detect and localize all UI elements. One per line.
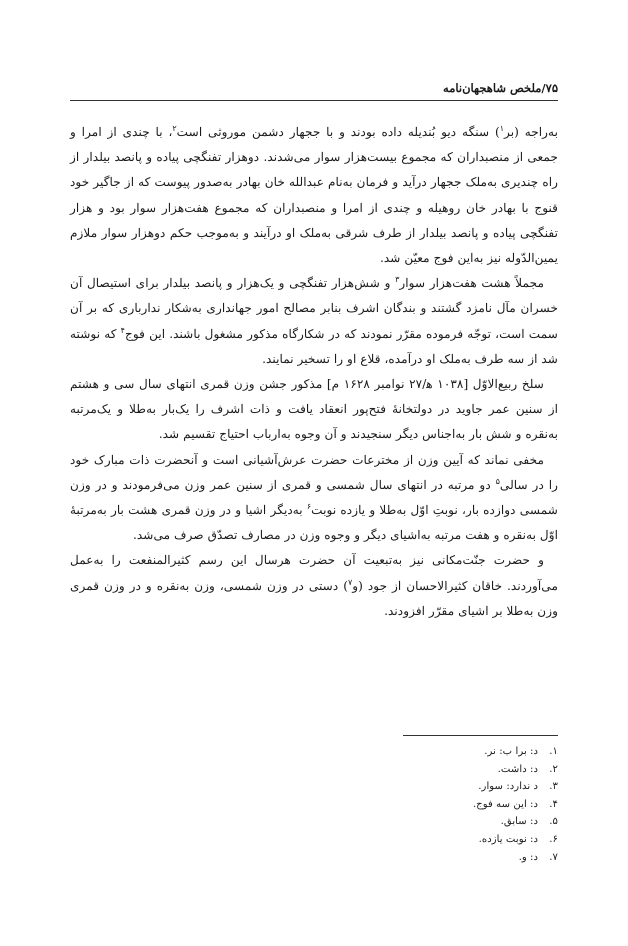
footnote-ref[interactable]: ۲ [172,123,177,133]
paragraph-text: و شش‌هزار تفنگچی و یک‌هزار و پانصد بیلدار برای استیصال آن خسران مآل نامزد گشتند و بندگان اشرف بنابر مصالح امور جهانداری به‌شکار ندارباری که بر آن سمت است، توجّه فرموده مقرّر نمودند که در شکارگاه مذکور مشغول باشند. این فوج [70,276,559,341]
paragraph-4 [70,448,558,549]
paragraph-2 [70,271,558,372]
footnote-item [358,761,558,779]
paragraph-text: و حضرت جنّت‌مکانی نیز به‌تبعیت آن حضرت هرسال این رسم کثیرالمنفعت را به‌عمل می‌آوردند. خاقان کثیرالاحسان از جود (و [70,553,558,593]
footnote-item [358,849,558,867]
paragraph-text: ) دستی در وزن شمسی، وزن به‌نقره و در وزن قمری وزن به‌طلا بر اشیای مقرّر افزودند. [70,578,558,618]
page-header-title: ۷۵/ملخص شاهجهان‌نامه [443,81,558,95]
footnote-number: ۴. [549,798,558,810]
paragraph-text: دو مرتبه در انتهای سال شمسی و قمری از سنین عمر وزن می‌فرمودند و در وزن شمسی دوازده بار، نوبتِ اوّل به‌طلا و یازده نوبت [70,477,558,518]
paragraph-text: مجملاً هشت هفت‌هزار سوار [399,276,544,291]
footnote-separator [403,735,558,736]
footnote-ref[interactable]: ۷ [348,577,353,587]
footnote-item [358,778,558,796]
footnote-number: ۱. [549,746,558,757]
header-rule [70,100,558,101]
paragraph-3 [70,372,558,448]
paragraph-text: مخفی نماند که آیین وزن از مخترعات حضرت عرش‌آشیانی است و آنحضرت ذات مبارک خود را در سالی [70,452,558,492]
footnote-item [358,831,558,849]
paragraph-text: سلخ ربیع‌الاوّل [۱۰۳۸ ه‍/۲۷ نوامبر ۱۶۲۸ م] مذکور جشن وزن قمری انتهای سال سی و هشتم از سنین عمر جاوید در دولتخانهٔ فتح‌پور انعقاد یافت و ذات اشرف را یک‌بار به‌طلا و یک‌مرتبه به‌نقره و شش بار به‌اجناس دیگر سنجیدند و آن وجوه به‌ارباب احتیاج تقسیم شد. [70,377,558,442]
footnote-text: د: برا ب: نر. [484,746,538,757]
paragraph-text: به‌راجه (بر [504,125,558,139]
paragraph-text: که نوشته شد از سه طرف به‌ملک او درآمده، قلاع او را تسخیر نمایند. [70,326,558,366]
paragraph-text: به‌دیگر اشیا و در وزن قمری هشت بار به‌مرتبهٔ اوّل به‌نقره و هفت مرتبه به‌اشیای دیگر و وجوه وزن در مصارف تصدّق صرف می‌شد. [70,503,558,543]
footnote-number: ۳. [549,781,558,793]
footnote-item [358,813,558,831]
footnote-text: د: نوبت یازده. [478,833,538,845]
running-header [70,80,558,96]
footnote-text: د ندارد: سوار. [478,781,538,793]
footnote-ref[interactable]: ۱ [499,123,505,133]
footnote-ref[interactable]: ۴ [120,325,125,335]
footnote-text: د: سابق. [500,816,538,828]
footnote-text: د: و. [518,851,538,863]
footnote-number: ۶. [549,833,558,845]
paragraph-5 [70,548,558,624]
footnote-number: ۵. [549,816,558,828]
footnote-item [358,796,558,814]
footnote-text: د: این سه فوج. [472,798,538,810]
footnote-ref[interactable]: ۶ [306,501,312,511]
footnote-number: ۲. [549,763,558,775]
footnote-ref[interactable]: ۳ [395,275,400,285]
footnote-item [358,743,558,761]
paragraph-text: ، با چندی از امرا و جمعی از منصبداران که مجموع بیست‌هزار سوار می‌شدند. دوهزار تفنگچی پیاده و پانصد بیلدار از راه چندیری به‌ملک ججهار درآید و فرمان به‌نام عبدالله خان بهادر به‌صدور پیوست که از جاگیر خود قنوج با بهادر خان روهیله و چندی از امرا و منصبداران که مجموع هفت‌هزار سوار بود و هزار تفنگچی پیاده و پانصد بیلدار از طرف شرقی به‌ملک او درآیند و به‌موجب حکم دوهزار سوار ملازم یمین‌الدّوله نیز به‌این فوج معیّن شد. [70,125,558,266]
paragraph-text: ) سنگه دیو بُندیله داده بودند و با ججهار دشمن موروثی است [176,125,500,139]
paragraph-1 [70,120,558,271]
footnote-ref[interactable]: ۵ [495,476,500,486]
footnotes [358,743,558,866]
footnote-number: ۷. [549,851,558,863]
footnote-text: د: داشت. [497,763,538,775]
main-text [70,120,558,624]
